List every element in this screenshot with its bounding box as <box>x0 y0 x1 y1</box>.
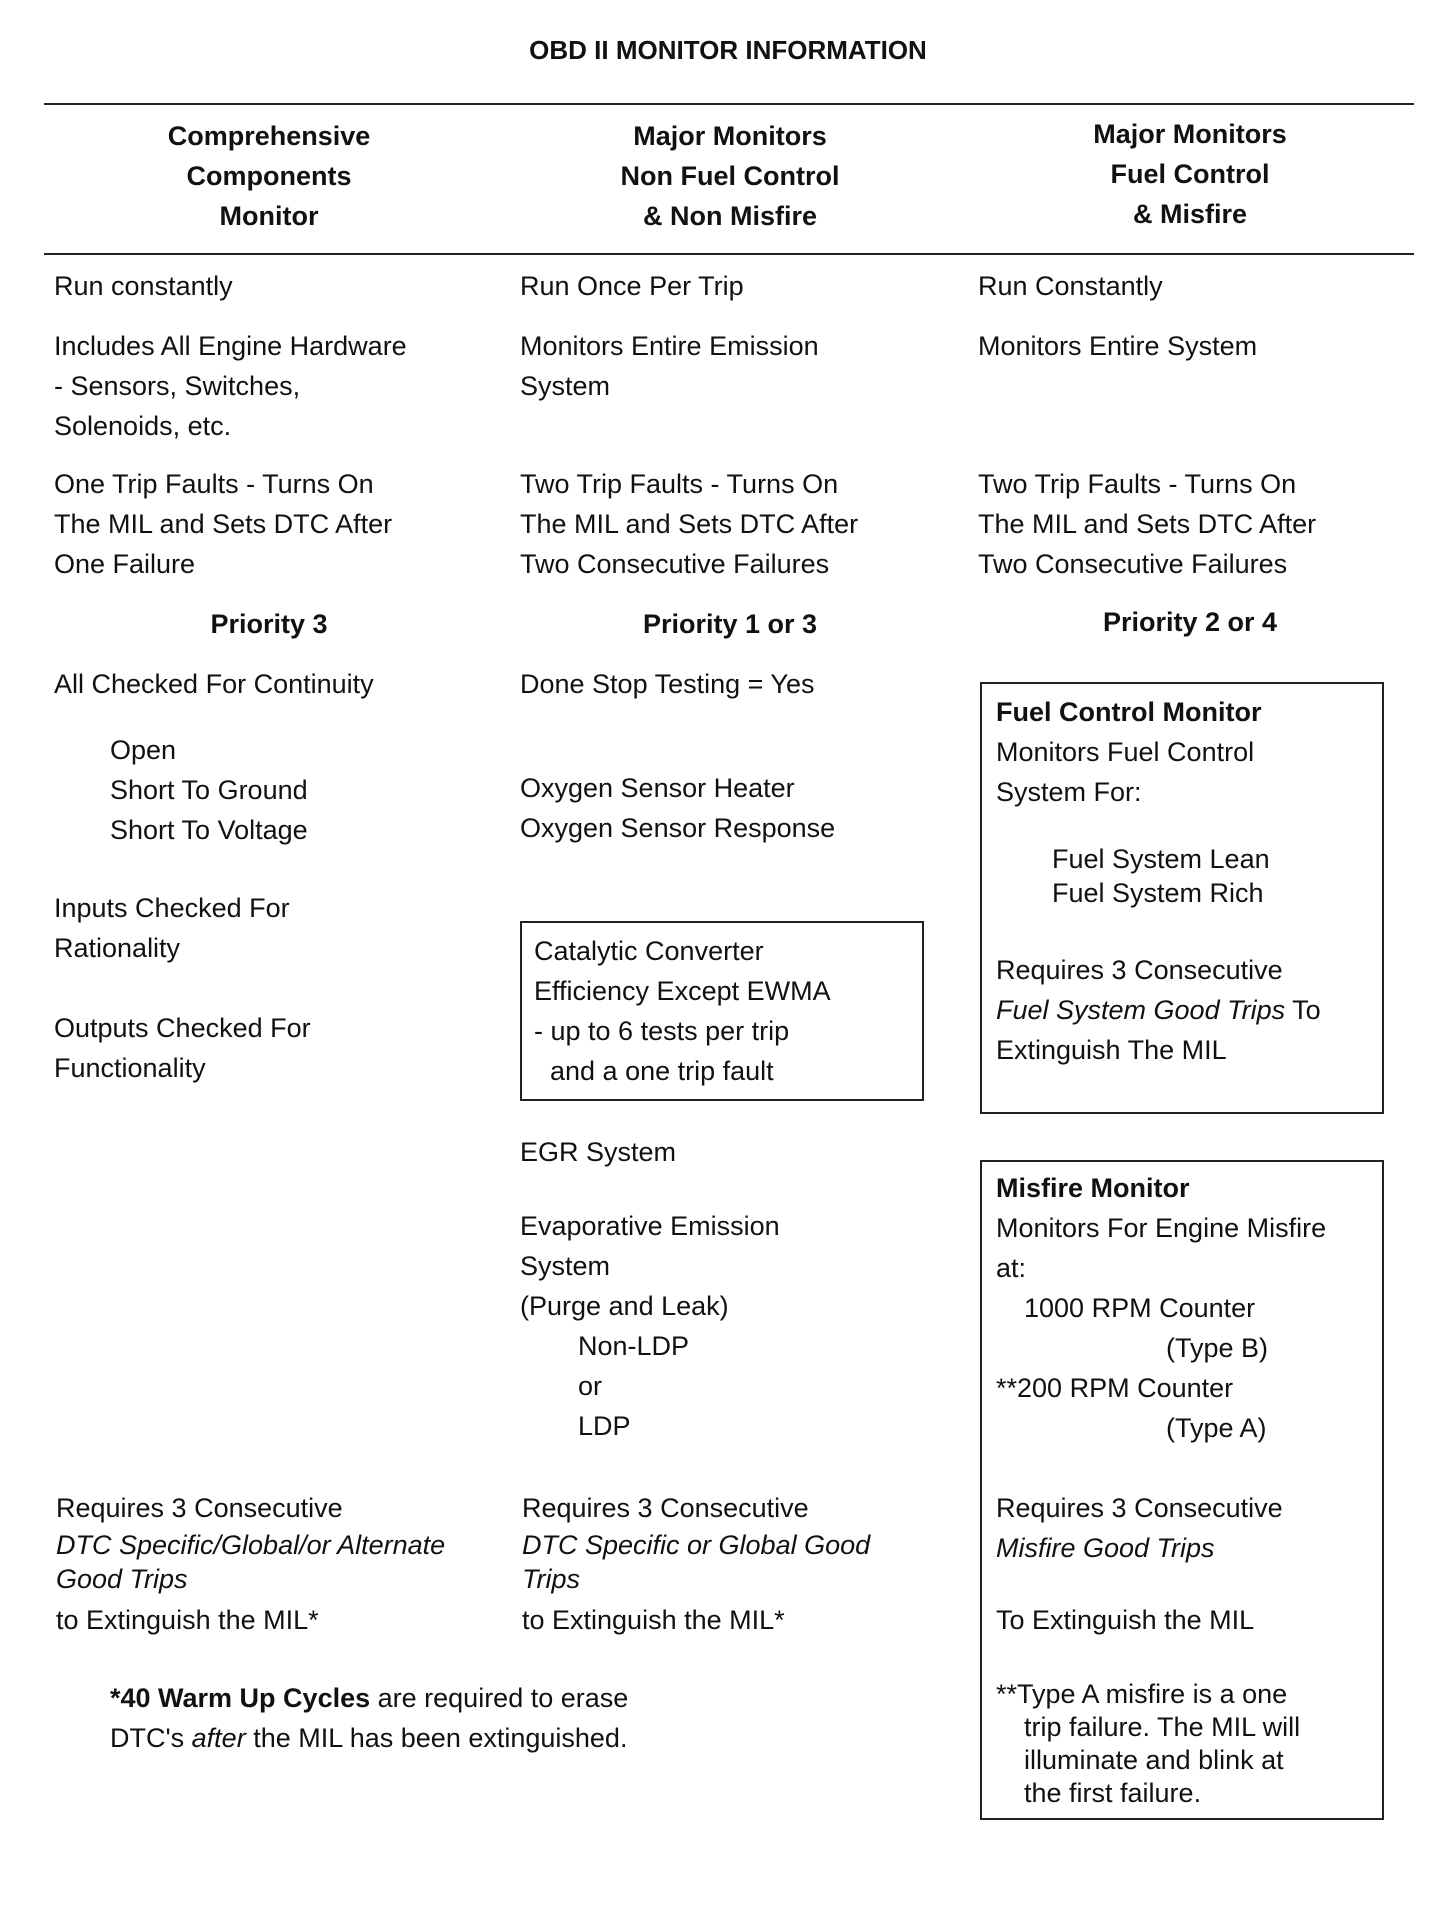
col2-oxygen <box>520 768 835 848</box>
col1-continuity-checks <box>110 730 308 850</box>
warmup-footnote-italic: after <box>191 1723 246 1753</box>
misfire-counter-1000: 1000 RPM Counter <box>1024 1293 1256 1323</box>
text-line: Extinguish The MIL <box>996 1035 1227 1065</box>
misfire-requires: Requires 3 Consecutive <box>996 1493 1283 1523</box>
text-line: trip failure. The MIL will <box>1024 1712 1301 1742</box>
text-line: or <box>578 1371 603 1401</box>
col2-extinguish: to Extinguish the MIL* <box>522 1605 785 1635</box>
col1-faults <box>54 464 392 584</box>
column-header-fuel-misfire <box>1005 114 1375 234</box>
text-line: To <box>1285 995 1321 1025</box>
text-line: Two Consecutive Failures <box>978 549 1288 579</box>
col3-priority: Priority 2 or 4 <box>1102 607 1278 637</box>
text-line: at: <box>996 1253 1027 1283</box>
misfire-type-b: (Type B) <box>1166 1333 1269 1363</box>
col2-evap <box>520 1206 780 1326</box>
text-line: Includes All Engine Hardware <box>54 331 407 361</box>
misfire-monitor-box <box>980 1160 1384 1820</box>
fuel-control-requires <box>996 950 1321 1070</box>
column-header-comprehensive <box>84 116 454 236</box>
header-line: & Misfire <box>1132 199 1248 229</box>
text-line: - Sensors, Switches, <box>54 371 301 401</box>
text-line: and a one trip fault <box>550 1056 774 1086</box>
catalytic-text <box>534 931 831 1091</box>
warmup-footnote <box>110 1678 628 1758</box>
text-line: One Failure <box>54 549 196 579</box>
text-line: Fuel System Rich <box>1052 878 1264 908</box>
misfire-extinguish: To Extinguish the MIL <box>996 1605 1255 1635</box>
text-line: Monitors Fuel Control <box>996 737 1255 767</box>
text-line: Short To Ground <box>110 775 308 805</box>
col1-continuity: All Checked For Continuity <box>54 669 374 699</box>
text-line: Monitors For Engine Misfire <box>996 1213 1327 1243</box>
fuel-control-items <box>1052 842 1270 910</box>
header-line: Monitor <box>219 201 319 231</box>
text-line: Evaporative Emission <box>520 1211 780 1241</box>
text-line: Trips <box>522 1564 580 1594</box>
col2-requires: Requires 3 Consecutive <box>522 1493 809 1523</box>
col2-evap-options <box>578 1326 689 1446</box>
text-line: - up to 6 tests per trip <box>534 1016 790 1046</box>
text-line: Two Trip Faults - Turns On <box>978 469 1297 499</box>
text-line: Solenoids, etc. <box>54 411 232 441</box>
warmup-footnote-text: DTC's <box>110 1723 192 1753</box>
col1-priority: Priority 3 <box>210 609 328 639</box>
misfire-counter-200: **200 RPM Counter <box>996 1373 1234 1403</box>
text-line: The MIL and Sets DTC After <box>520 509 859 539</box>
text-line: Efficiency Except EWMA <box>534 976 831 1006</box>
col2-run: Run Once Per Trip <box>520 271 744 301</box>
text-line: Monitors Entire Emission <box>520 331 819 361</box>
col1-outputs <box>54 1008 311 1088</box>
warmup-footnote-text: are required to erase <box>370 1683 629 1713</box>
header-line: Components <box>186 161 352 191</box>
text-line: The MIL and Sets DTC After <box>978 509 1317 539</box>
text-line: the first failure. <box>1024 1778 1202 1808</box>
text-line: Oxygen Sensor Response <box>520 813 836 843</box>
text-line: LDP <box>578 1411 631 1441</box>
text-line: Functionality <box>54 1053 206 1083</box>
text-line: (Purge and Leak) <box>520 1291 729 1321</box>
text-line: Open <box>110 735 177 765</box>
text-line: The MIL and Sets DTC After <box>54 509 393 539</box>
col1-run: Run constantly <box>54 271 233 301</box>
col3-monitors: Monitors Entire System <box>978 331 1258 361</box>
text-line: Outputs Checked For <box>54 1013 311 1043</box>
text-line: System For: <box>996 777 1142 807</box>
col2-egr: EGR System <box>520 1137 677 1167</box>
text-line: Non-LDP <box>578 1331 690 1361</box>
misfire-good-trips: Misfire Good Trips <box>996 1533 1215 1563</box>
catalytic-converter-box <box>520 921 924 1101</box>
text-line: **Type A misfire is a one <box>996 1679 1288 1709</box>
fuel-good-trips: Fuel System Good Trips <box>996 995 1286 1025</box>
misfire-text <box>996 1168 1326 1288</box>
text-line: One Trip Faults - Turns On <box>54 469 374 499</box>
text-line: System <box>520 371 611 401</box>
col2-priority: Priority 1 or 3 <box>642 609 818 639</box>
header-line: Comprehensive <box>167 121 371 151</box>
misfire-title: Misfire Monitor <box>996 1173 1190 1203</box>
text-line: Fuel System Lean <box>1052 844 1270 874</box>
header-line: Major Monitors <box>1093 119 1287 149</box>
text-line: DTC Specific/Global/or Alternate <box>56 1530 446 1560</box>
text-line: Inputs Checked For <box>54 893 290 923</box>
misfire-type-a-note <box>996 1678 1300 1810</box>
text-line: Two Consecutive Failures <box>520 549 830 579</box>
text-line: Rationality <box>54 933 181 963</box>
col2-monitors <box>520 326 819 406</box>
header-line: Non Fuel Control <box>620 161 840 191</box>
col3-run: Run Constantly <box>978 271 1163 301</box>
text-line: Catalytic Converter <box>534 936 764 966</box>
header-top-rule <box>44 103 1414 105</box>
column-header-non-fuel <box>545 116 915 236</box>
text-line: System <box>520 1251 611 1281</box>
col1-good-trips <box>56 1528 445 1596</box>
col1-extinguish: to Extinguish the MIL* <box>56 1605 319 1635</box>
col2-faults <box>520 464 858 584</box>
header-bottom-rule <box>44 253 1414 255</box>
warmup-footnote-text: the MIL has been extinguished. <box>245 1723 628 1753</box>
col1-includes <box>54 326 407 446</box>
fuel-control-text <box>996 692 1261 812</box>
text-line: Short To Voltage <box>110 815 308 845</box>
header-line: Fuel Control <box>1110 159 1270 189</box>
misfire-type-a: (Type A) <box>1166 1413 1267 1443</box>
col1-requires: Requires 3 Consecutive <box>56 1493 343 1523</box>
text-line: Two Trip Faults - Turns On <box>520 469 839 499</box>
page-title: OBD II MONITOR INFORMATION <box>529 35 927 65</box>
col2-good-trips <box>522 1528 870 1596</box>
header-line: Major Monitors <box>633 121 827 151</box>
text-line: Good Trips <box>56 1564 188 1594</box>
col2-done: Done Stop Testing = Yes <box>520 669 815 699</box>
text-line: illuminate and blink at <box>1024 1745 1284 1775</box>
warmup-footnote-bold: *40 Warm Up Cycles <box>110 1683 371 1713</box>
col1-inputs <box>54 888 290 968</box>
text-line: Oxygen Sensor Heater <box>520 773 795 803</box>
col3-faults <box>978 464 1316 584</box>
fuel-control-monitor-box <box>980 682 1384 1114</box>
text-line: Requires 3 Consecutive <box>996 955 1283 985</box>
text-line: DTC Specific or Global Good <box>522 1530 871 1560</box>
fuel-control-title: Fuel Control Monitor <box>996 697 1262 727</box>
header-line: & Non Misfire <box>642 201 817 231</box>
